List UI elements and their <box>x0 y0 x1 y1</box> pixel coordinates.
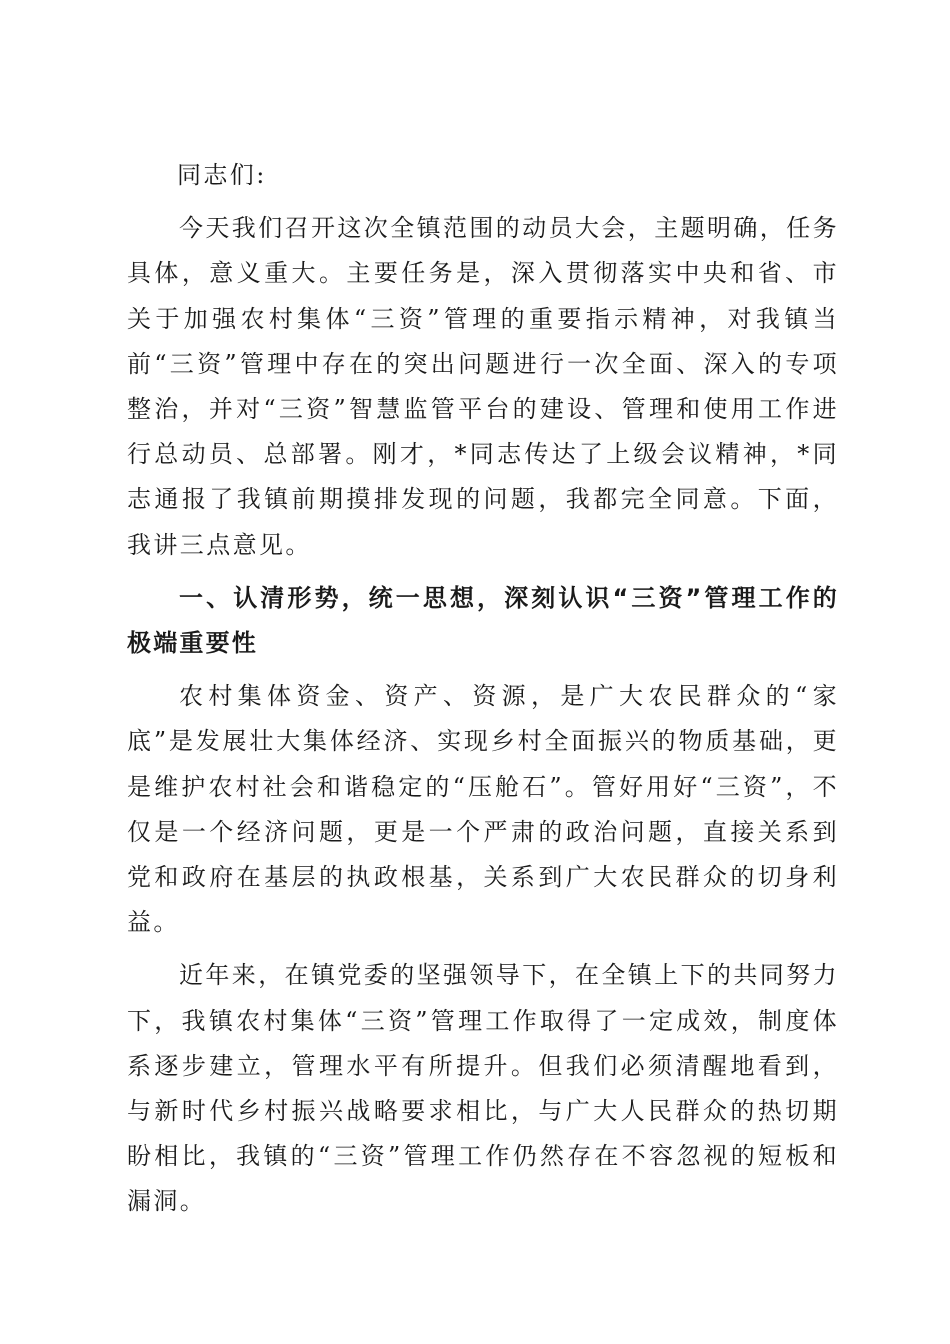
section-paragraph-2: 近年来，在镇党委的坚强领导下，在全镇上下的共同努力下，我镇农村集体“三资”管理工作取得了一定成效，制度体系逐步建立，管理水平有所提升。但我们必须清醒地看到，与新时代乡村振兴战略要求相比，与广大人民群众的热切期盼相比，我镇的“三资”管理工作仍然存在不容忽视的短板和漏洞。 <box>127 961 839 1216</box>
document-body <box>127 153 839 1233</box>
section-paragraph-1: 农村集体资金、资产、资源，是广大农民群众的“家底”是发展壮大集体经济、实现乡村全面振兴的物质基础，更是维护农村社会和谐稳定的“压舱石”。管好用好“三资”，不仅是一个经济问题，更是一个严肃的政治问题，直接关系到党和政府在基层的执政根基，关系到广大农民群众的切身利益。 <box>127 682 839 937</box>
greeting-line: 同志们: <box>177 161 267 189</box>
section-heading: 一、认清形势，统一思想，深刻认识“三资”管理工作的极端重要性 <box>127 583 839 658</box>
opening-paragraph: 今天我们召开这次全镇范围的动员大会，主题明确，任务具体，意义重大。主要任务是，深入贯彻落实中央和省、市关于加强农村集体“三资”管理的重要指示精神，对我镇当前“三资”管理中存在的突出问题进行一次全面、深入的专项整治，并对“三资”智慧监管平台的建设、管理和使用工作进行总动员、总部署。刚才，*同志传达了上级会议精神，*同志通报了我镇前期摸排发现的问题，我都完全同意。下面，我讲三点意见。 <box>127 214 839 559</box>
